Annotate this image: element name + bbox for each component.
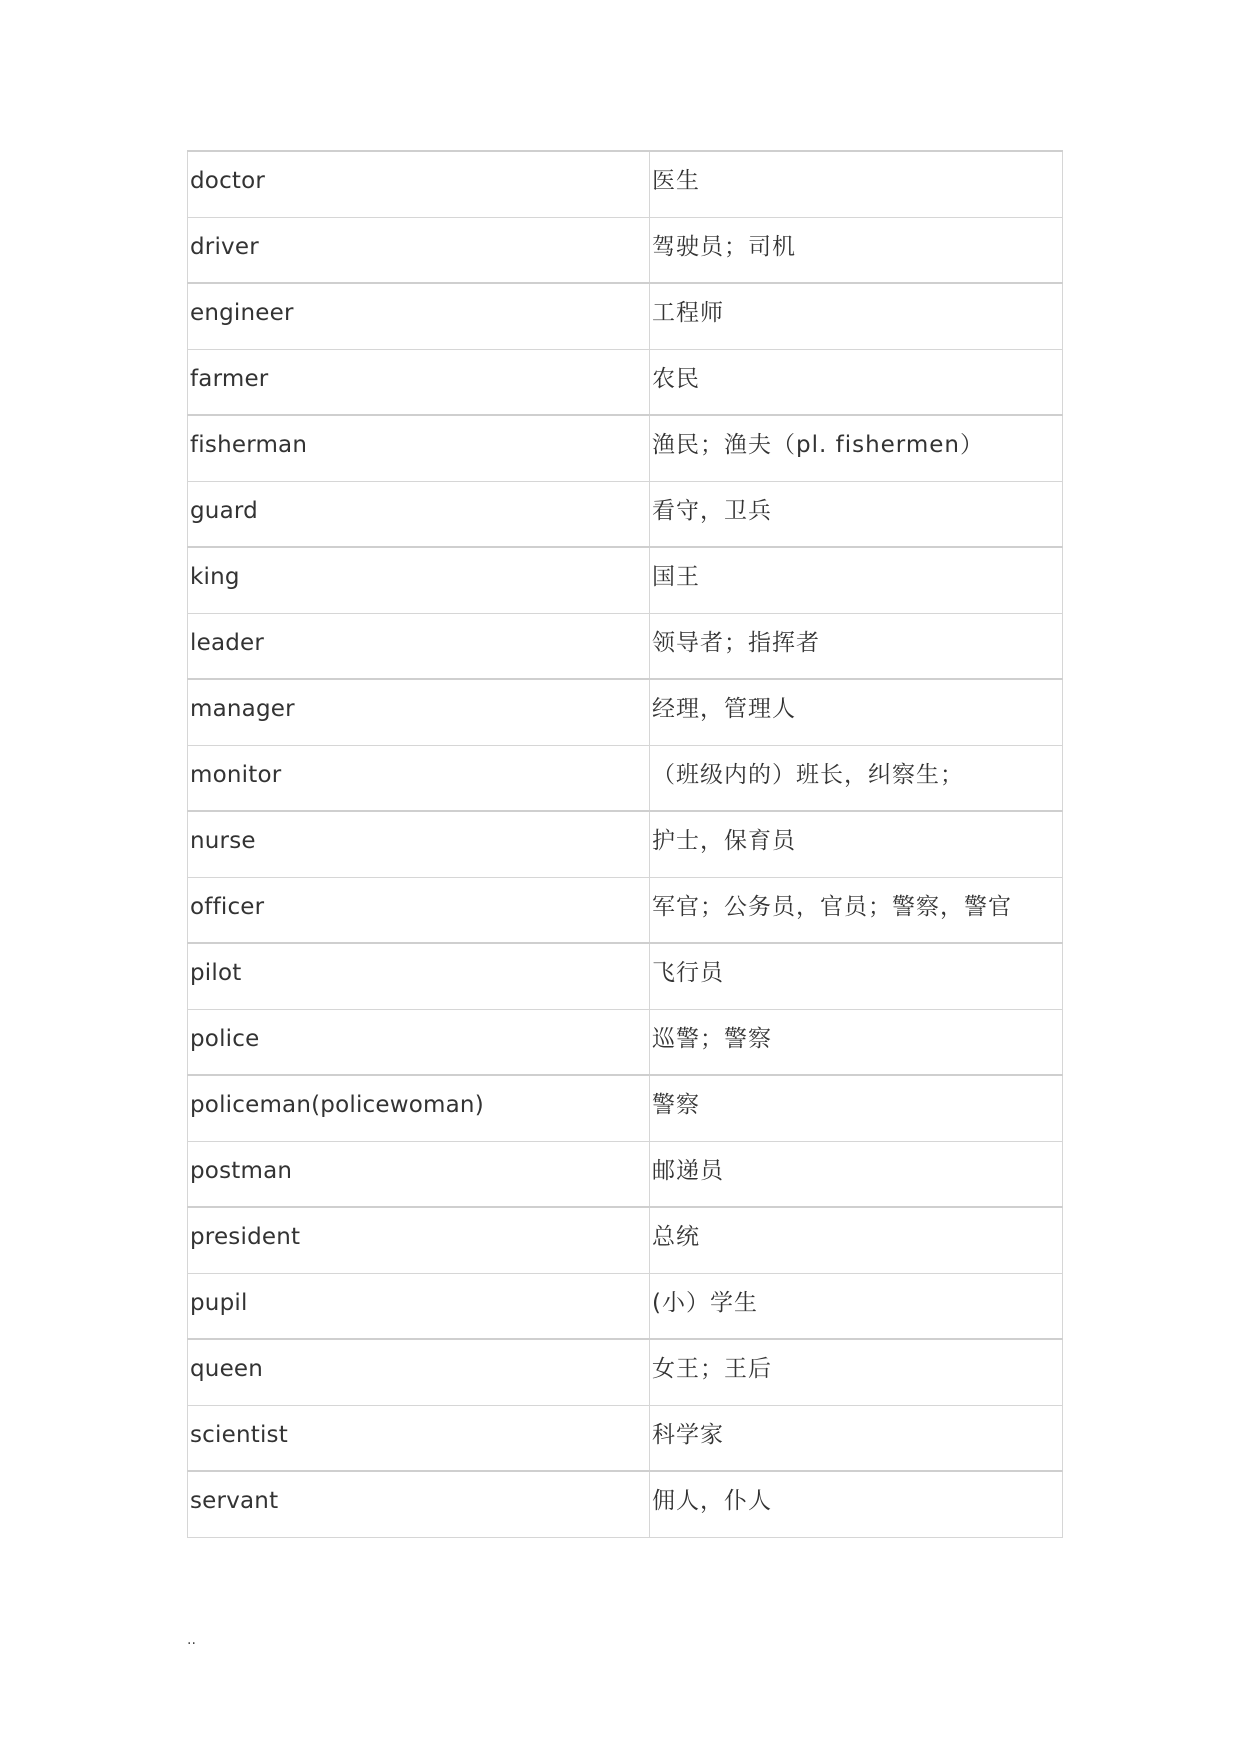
table-row [188, 1339, 1063, 1405]
vocabulary-table-body [188, 151, 1063, 1537]
vocab-word: servant [188, 1471, 650, 1537]
table-row [188, 283, 1063, 349]
table-row [188, 1009, 1063, 1075]
table-row [188, 1207, 1063, 1273]
vocab-word: leader [188, 613, 650, 679]
table-row [188, 415, 1063, 481]
vocab-meaning: 医生 [650, 151, 1063, 217]
vocab-meaning: (小）学生 [650, 1273, 1063, 1339]
footer-mark: .. [187, 1632, 196, 1648]
vocab-word: nurse [188, 811, 650, 877]
vocab-word: president [188, 1207, 650, 1273]
table-row [188, 1141, 1063, 1207]
vocab-word: pupil [188, 1273, 650, 1339]
table-row [188, 811, 1063, 877]
vocab-word: police [188, 1009, 650, 1075]
table-row [188, 877, 1063, 943]
table-row [188, 547, 1063, 613]
vocab-meaning: 军官；公务员，官员；警察，警官 [650, 877, 1063, 943]
vocab-word: policeman(policewoman) [188, 1075, 650, 1141]
table-row [188, 745, 1063, 811]
vocab-word: farmer [188, 349, 650, 415]
vocab-meaning: 护士，保育员 [650, 811, 1063, 877]
vocab-meaning: 女王；王后 [650, 1339, 1063, 1405]
vocab-meaning: 邮递员 [650, 1141, 1063, 1207]
vocab-word: fisherman [188, 415, 650, 481]
vocab-meaning: 经理，管理人 [650, 679, 1063, 745]
vocab-word: doctor [188, 151, 650, 217]
vocabulary-table [187, 150, 1063, 1538]
vocab-meaning: 驾驶员；司机 [650, 217, 1063, 283]
table-row [188, 1273, 1063, 1339]
table-row [188, 613, 1063, 679]
vocab-word: driver [188, 217, 650, 283]
vocab-word: engineer [188, 283, 650, 349]
table-row [188, 943, 1063, 1009]
vocab-word: postman [188, 1141, 650, 1207]
vocab-meaning: 科学家 [650, 1405, 1063, 1471]
vocab-word: manager [188, 679, 650, 745]
vocab-meaning: 佣人，仆人 [650, 1471, 1063, 1537]
table-row [188, 481, 1063, 547]
vocab-word: scientist [188, 1405, 650, 1471]
vocab-meaning: 看守，卫兵 [650, 481, 1063, 547]
vocab-meaning: （班级内的）班长，纠察生； [650, 745, 1063, 811]
vocab-word: pilot [188, 943, 650, 1009]
table-row [188, 1471, 1063, 1537]
vocab-meaning: 警察 [650, 1075, 1063, 1141]
vocab-word: queen [188, 1339, 650, 1405]
vocab-meaning: 渔民；渔夫（pl. fishermen） [650, 415, 1063, 481]
table-row [188, 1405, 1063, 1471]
vocab-meaning: 农民 [650, 349, 1063, 415]
table-row [188, 349, 1063, 415]
table-row [188, 679, 1063, 745]
vocab-meaning: 飞行员 [650, 943, 1063, 1009]
vocab-meaning: 工程师 [650, 283, 1063, 349]
vocab-meaning: 领导者；指挥者 [650, 613, 1063, 679]
vocab-word: officer [188, 877, 650, 943]
vocab-word: guard [188, 481, 650, 547]
vocab-meaning: 国王 [650, 547, 1063, 613]
table-row [188, 217, 1063, 283]
vocab-meaning: 总统 [650, 1207, 1063, 1273]
table-row [188, 1075, 1063, 1141]
vocab-word: king [188, 547, 650, 613]
vocab-meaning: 巡警；警察 [650, 1009, 1063, 1075]
vocab-word: monitor [188, 745, 650, 811]
table-row [188, 151, 1063, 217]
